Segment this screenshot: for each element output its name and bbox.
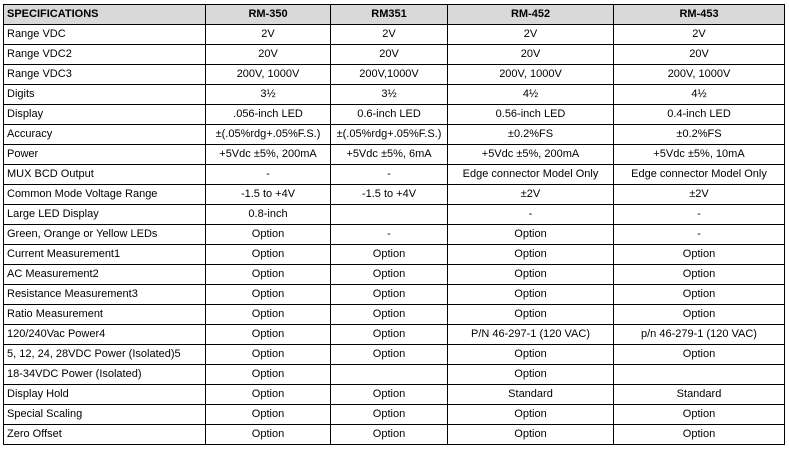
spec-label: Green, Orange or Yellow LEDs xyxy=(4,225,206,245)
rm-452-value: - xyxy=(448,205,614,225)
rm351-value: Option xyxy=(331,285,448,305)
rm-453-value: ±0.2%FS xyxy=(614,125,785,145)
table-row xyxy=(4,345,785,365)
rm-453-value: Option xyxy=(614,305,785,325)
rm351-value: ±(.05%rdg+.05%F.S.) xyxy=(331,125,448,145)
rm-453-value: Option xyxy=(614,265,785,285)
rm-452-value: Edge connector Model Only xyxy=(448,165,614,185)
rm-452-value: Option xyxy=(448,305,614,325)
rm-452-value: Option xyxy=(448,425,614,445)
rm-452-value: Option xyxy=(448,345,614,365)
rm-350-value: Option xyxy=(206,425,331,445)
rm-350-value: Option xyxy=(206,365,331,385)
rm-350-value: 0.8-inch xyxy=(206,205,331,225)
rm-452-value: 4½ xyxy=(448,85,614,105)
table-row xyxy=(4,185,785,205)
rm-350-value: +5Vdc ±5%, 200mA xyxy=(206,145,331,165)
table-row xyxy=(4,65,785,85)
rm351-value xyxy=(331,365,448,385)
rm-452-value: Option xyxy=(448,285,614,305)
spec-label: Display Hold xyxy=(4,385,206,405)
rm351-value: - xyxy=(331,225,448,245)
table-row xyxy=(4,145,785,165)
rm-452-value: Option xyxy=(448,225,614,245)
rm-350-value: Option xyxy=(206,265,331,285)
table-row xyxy=(4,405,785,425)
table-row xyxy=(4,305,785,325)
spec-label: 120/240Vac Power4 xyxy=(4,325,206,345)
rm-453-value: Edge connector Model Only xyxy=(614,165,785,185)
rm-350-value: Option xyxy=(206,225,331,245)
rm-350-value: Option xyxy=(206,305,331,325)
table-row xyxy=(4,45,785,65)
rm-350-value: 200V, 1000V xyxy=(206,65,331,85)
rm351-value: - xyxy=(331,165,448,185)
table-row xyxy=(4,265,785,285)
rm-453-value: - xyxy=(614,205,785,225)
rm-452-value: Option xyxy=(448,365,614,385)
rm-453-value: 4½ xyxy=(614,85,785,105)
rm351-value: 2V xyxy=(331,25,448,45)
rm-452-value: Option xyxy=(448,245,614,265)
spec-label: Special Scaling xyxy=(4,405,206,425)
spec-label: 5, 12, 24, 28VDC Power (Isolated)5 xyxy=(4,345,206,365)
spec-label: Current Measurement1 xyxy=(4,245,206,265)
rm-453-value: Option xyxy=(614,285,785,305)
spec-label: Resistance Measurement3 xyxy=(4,285,206,305)
spec-label: 18-34VDC Power (Isolated) xyxy=(4,365,206,385)
spec-label: Zero Offset xyxy=(4,425,206,445)
rm-453-value: +5Vdc ±5%, 10mA xyxy=(614,145,785,165)
table-row xyxy=(4,365,785,385)
rm351-value: +5Vdc ±5%, 6mA xyxy=(331,145,448,165)
rm-350-value: Option xyxy=(206,325,331,345)
table-row xyxy=(4,325,785,345)
rm-453-value: Option xyxy=(614,405,785,425)
table-row xyxy=(4,165,785,185)
rm-453-value: 0.4-inch LED xyxy=(614,105,785,125)
table-row xyxy=(4,105,785,125)
rm-452-value: ±2V xyxy=(448,185,614,205)
rm-453-value: p/n 46-279-1 (120 VAC) xyxy=(614,325,785,345)
rm351-value: Option xyxy=(331,305,448,325)
rm-452-value: Standard xyxy=(448,385,614,405)
rm-453-value: 20V xyxy=(614,45,785,65)
header-row xyxy=(4,5,785,25)
spec-label: Range VDC3 xyxy=(4,65,206,85)
spec-label: MUX BCD Output xyxy=(4,165,206,185)
table-row xyxy=(4,205,785,225)
rm-452-value: ±0.2%FS xyxy=(448,125,614,145)
spec-label: Display xyxy=(4,105,206,125)
rm-453-value xyxy=(614,365,785,385)
rm-453-value: Option xyxy=(614,245,785,265)
rm-452-value: 20V xyxy=(448,45,614,65)
rm-350-value: 3½ xyxy=(206,85,331,105)
rm-452-value: +5Vdc ±5%, 200mA xyxy=(448,145,614,165)
rm-452-value: Option xyxy=(448,265,614,285)
header-rm351: RM351 xyxy=(331,5,448,25)
table-row xyxy=(4,285,785,305)
rm-350-value: .056-inch LED xyxy=(206,105,331,125)
table-body xyxy=(4,25,785,445)
rm-350-value: - xyxy=(206,165,331,185)
header-rm-452: RM-452 xyxy=(448,5,614,25)
rm351-value: Option xyxy=(331,325,448,345)
spec-label: Range VDC xyxy=(4,25,206,45)
rm-350-value: Option xyxy=(206,285,331,305)
rm-350-value: 20V xyxy=(206,45,331,65)
rm-350-value: Option xyxy=(206,345,331,365)
rm-453-value: ±2V xyxy=(614,185,785,205)
rm351-value: 0.6-inch LED xyxy=(331,105,448,125)
spec-label: Large LED Display xyxy=(4,205,206,225)
table-row xyxy=(4,225,785,245)
rm-453-value: Standard xyxy=(614,385,785,405)
spec-label: Range VDC2 xyxy=(4,45,206,65)
rm-350-value: Option xyxy=(206,385,331,405)
header-specifications: SPECIFICATIONS xyxy=(4,5,206,25)
rm-452-value: 200V, 1000V xyxy=(448,65,614,85)
rm-453-value: 200V, 1000V xyxy=(614,65,785,85)
rm351-value: Option xyxy=(331,385,448,405)
rm351-value xyxy=(331,205,448,225)
rm-350-value: Option xyxy=(206,245,331,265)
specifications-table xyxy=(3,4,785,445)
rm351-value: Option xyxy=(331,425,448,445)
table-row xyxy=(4,245,785,265)
rm-452-value: Option xyxy=(448,405,614,425)
rm351-value: Option xyxy=(331,345,448,365)
rm-453-value: 2V xyxy=(614,25,785,45)
specifications-table-container xyxy=(3,4,785,445)
rm351-value: -1.5 to +4V xyxy=(331,185,448,205)
rm351-value: 200V,1000V xyxy=(331,65,448,85)
rm351-value: Option xyxy=(331,405,448,425)
spec-label: Ratio Measurement xyxy=(4,305,206,325)
rm-453-value: Option xyxy=(614,345,785,365)
spec-label: Common Mode Voltage Range xyxy=(4,185,206,205)
rm351-value: Option xyxy=(331,265,448,285)
spec-label: Digits xyxy=(4,85,206,105)
rm351-value: 20V xyxy=(331,45,448,65)
spec-label: Accuracy xyxy=(4,125,206,145)
header-rm-350: RM-350 xyxy=(206,5,331,25)
header-rm-453: RM-453 xyxy=(614,5,785,25)
spec-label: Power xyxy=(4,145,206,165)
rm-350-value: Option xyxy=(206,405,331,425)
table-row xyxy=(4,385,785,405)
rm-350-value: ±(.05%rdg+.05%F.S.) xyxy=(206,125,331,145)
rm-453-value: Option xyxy=(614,425,785,445)
table-row xyxy=(4,125,785,145)
rm351-value: 3½ xyxy=(331,85,448,105)
rm-350-value: -1.5 to +4V xyxy=(206,185,331,205)
spec-label: AC Measurement2 xyxy=(4,265,206,285)
table-row xyxy=(4,85,785,105)
rm-452-value: 0.56-inch LED xyxy=(448,105,614,125)
rm-452-value: 2V xyxy=(448,25,614,45)
table-row xyxy=(4,25,785,45)
rm-452-value: P/N 46-297-1 (120 VAC) xyxy=(448,325,614,345)
rm-350-value: 2V xyxy=(206,25,331,45)
rm351-value: Option xyxy=(331,245,448,265)
rm-453-value: - xyxy=(614,225,785,245)
table-row xyxy=(4,425,785,445)
